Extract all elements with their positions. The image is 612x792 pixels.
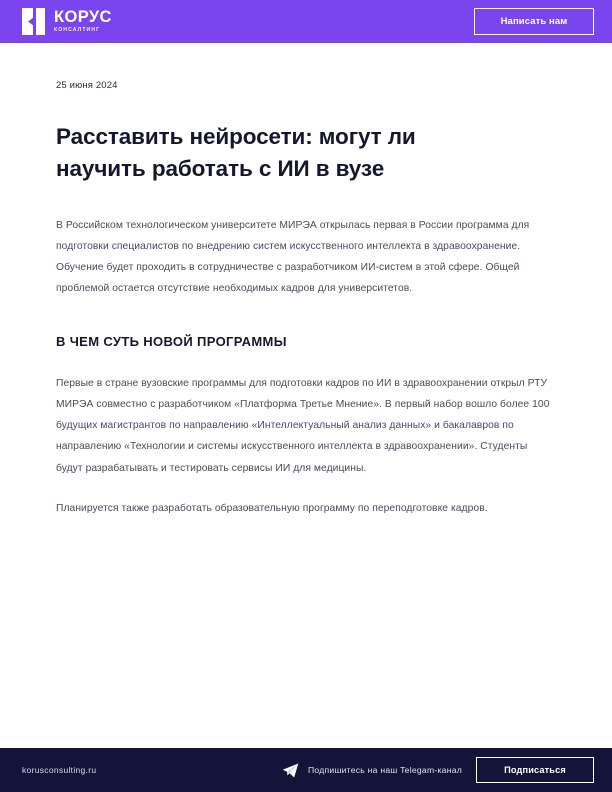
brand-subtitle: КОНСАЛТИНГ <box>54 27 101 34</box>
footer-subscribe-note: Подпишитесь на наш Telegam-канал <box>307 765 462 775</box>
article-body-paragraph-2: Планируется также разработать образовательную программу по переподготовке кадров. <box>56 502 488 514</box>
brand-wordmark <box>54 9 112 33</box>
korus-logo-mark-icon <box>22 8 47 35</box>
section-heading: В ЧЕМ СУТЬ НОВОЙ ПРОГРАММЫ <box>56 333 287 349</box>
brand-logo[interactable] <box>22 8 112 35</box>
article-date: 25 июня 2024 <box>56 80 118 91</box>
contact-us-button[interactable]: Написать нам <box>474 8 594 35</box>
brand-name: КОРУС <box>54 8 112 27</box>
telegram-paper-plane-icon <box>282 763 299 778</box>
subscribe-button[interactable]: Подписаться <box>476 757 594 783</box>
article-body-paragraph-1: Первые в стране вузовские программы для подготовки кадров по ИИ в здравоохранении открыл РТУ МИРЭА совместно с разработчиком «Платформа Третье Мнение». В первый набор вошло более 100 будущих магистрантов по направлению «Интеллектуальный анализ данных» и бакалавров по направлению «Технологии и системы искусственного интеллекта в здравоохранении». Студенты будут разрабатывать и тестировать сервисы ИИ для медицины. <box>56 377 550 474</box>
site-footer <box>0 748 612 792</box>
page-title: Расставить нейросети: могут ли научить работать с ИИ в вузе <box>56 124 416 181</box>
site-header <box>0 0 612 43</box>
footer-site-url[interactable]: korusconsulting.ru <box>22 765 97 775</box>
article-content <box>0 43 612 748</box>
article-lead-paragraph: В Российском технологическом университете МИРЭА открылась первая в России программа для подготовки специалистов по внедрению систем искусственного интеллекта в здравоохранение. Обучение будет проходить в сотрудничестве с разработчиком ИИ-систем в этой сфере. Общей проблемой остается отсутствие необходимых кадров для университетов. <box>56 219 530 295</box>
footer-subscribe-group <box>96 763 476 778</box>
